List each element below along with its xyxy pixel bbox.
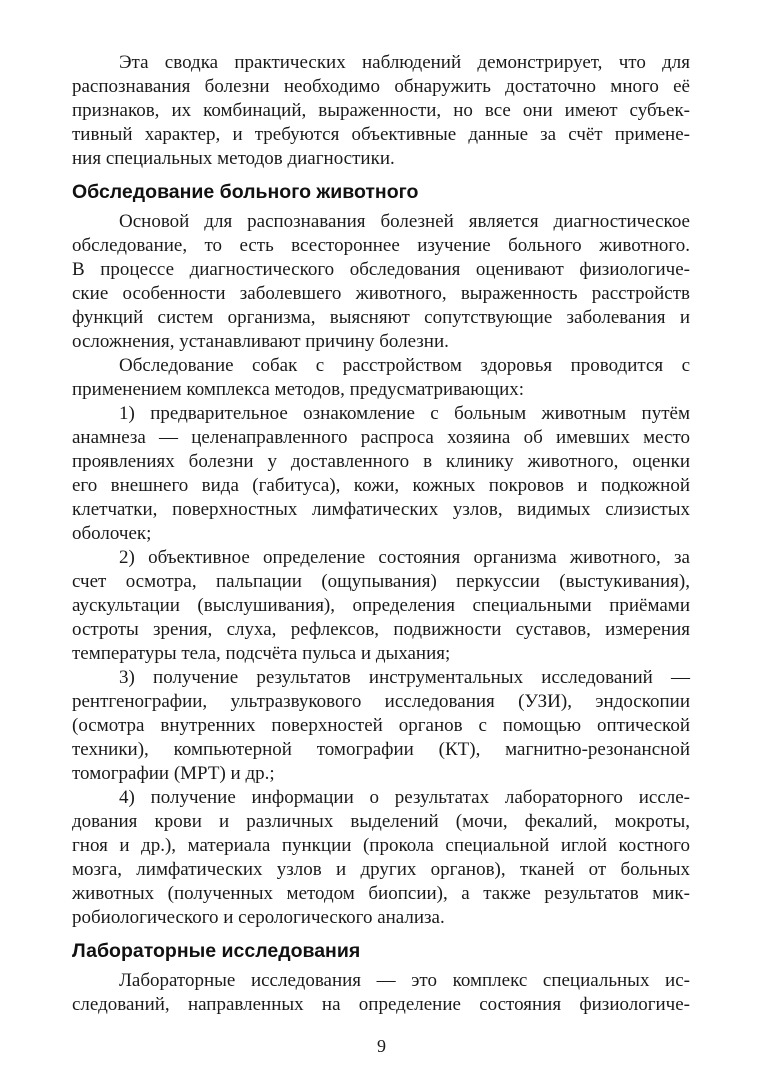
text-line: 2) объективное определение состояния организма животного, за <box>119 547 690 568</box>
text-line: Основой для распознавания болезней является диагностическое <box>119 211 690 232</box>
text-line: клетчатки, поверхностных лимфатических узлов, видимых слизистых <box>72 499 690 520</box>
section-heading: Обследование больного животного <box>72 181 419 203</box>
text-line: ния специальных методов диагностики. <box>72 148 395 169</box>
text-line: гноя и др.), материала пункции (прокола специальной иглой костного <box>72 835 690 856</box>
text-line: Лабораторные исследования — это комплекс специальных ис- <box>119 970 690 991</box>
page-body <box>72 51 690 1017</box>
text-line: рентгенографии, ультразвукового исследования (УЗИ), эндоскопии <box>72 691 690 712</box>
text-line: его внешнего вида (габитуса), кожи, кожных покровов и подкожной <box>72 475 690 496</box>
text-line: 1) предварительное ознакомление с больным животным путём <box>119 403 690 424</box>
text-line: остроты зрения, слуха, рефлексов, подвижности суставов, измерения <box>72 619 690 640</box>
text-line: признаков, их комбинаций, выраженности, но все они имеют субъек- <box>72 100 690 121</box>
text-line: ские особенности заболевшего животного, выраженность расстройств <box>72 283 690 304</box>
text-line: Обследование собак с расстройством здоровья проводится с <box>119 355 690 376</box>
text-line: дования крови и различных выделений (мочи, фекалий, мокроты, <box>72 811 690 832</box>
text-line: осложнения, устанавливают причину болезни. <box>72 331 449 352</box>
text-line: животных (полученных методом биопсии), а также результатов мик- <box>72 883 690 904</box>
text-line: Эта сводка практических наблюдений демонстрирует, что для <box>119 52 690 73</box>
text-line: В процессе диагностического обследования оценивают физиологиче- <box>72 259 690 280</box>
text-line: распознавания болезни необходимо обнаружить достаточно много её <box>72 76 690 97</box>
text-line: аускультации (выслушивания), определения специальными приёмами <box>72 595 690 616</box>
page-number: 9 <box>377 1036 386 1056</box>
text-line: робиологического и серологического анализа. <box>72 907 445 928</box>
text-line: оболочек; <box>72 523 152 544</box>
text-line: мозга, лимфатических узлов и других органов), тканей от больных <box>72 859 690 880</box>
text-line: обследование, то есть всестороннее изучение больного животного. <box>72 235 690 256</box>
text-line: функций систем организма, выясняют сопутствующие заболевания и <box>72 307 690 328</box>
text-line: применением комплекса методов, предусматривающих: <box>72 379 525 400</box>
text-line: анамнеза — целенаправленного распроса хозяина об имевших место <box>72 427 690 448</box>
text-line: тивный характер, и требуются объективные данные за счёт примене- <box>72 124 690 145</box>
text-line: 3) получение результатов инструментальных исследований — <box>119 667 690 688</box>
text-line: проявлениях болезни у доставленного в клинику животного, оценки <box>72 451 690 472</box>
section-heading: Лабораторные исследования <box>72 940 361 962</box>
text-line: (осмотра внутренних поверхностей органов с помощью оптической <box>72 715 690 736</box>
text-line: томографии (МРТ) и др.; <box>72 763 275 784</box>
text-line: техники), компьютерной томографии (КТ), магнитно-резонансной <box>72 739 690 760</box>
text-line: следований, направленных на определение состояния физиологиче- <box>72 994 690 1015</box>
text-line: температуры тела, подсчёта пульса и дыхания; <box>72 643 451 664</box>
text-line: счет осмотра, пальпации (ощупывания) перкуссии (выстукивания), <box>72 571 690 592</box>
text-line: 4) получение информации о результатах лабораторного иссле- <box>119 787 690 808</box>
